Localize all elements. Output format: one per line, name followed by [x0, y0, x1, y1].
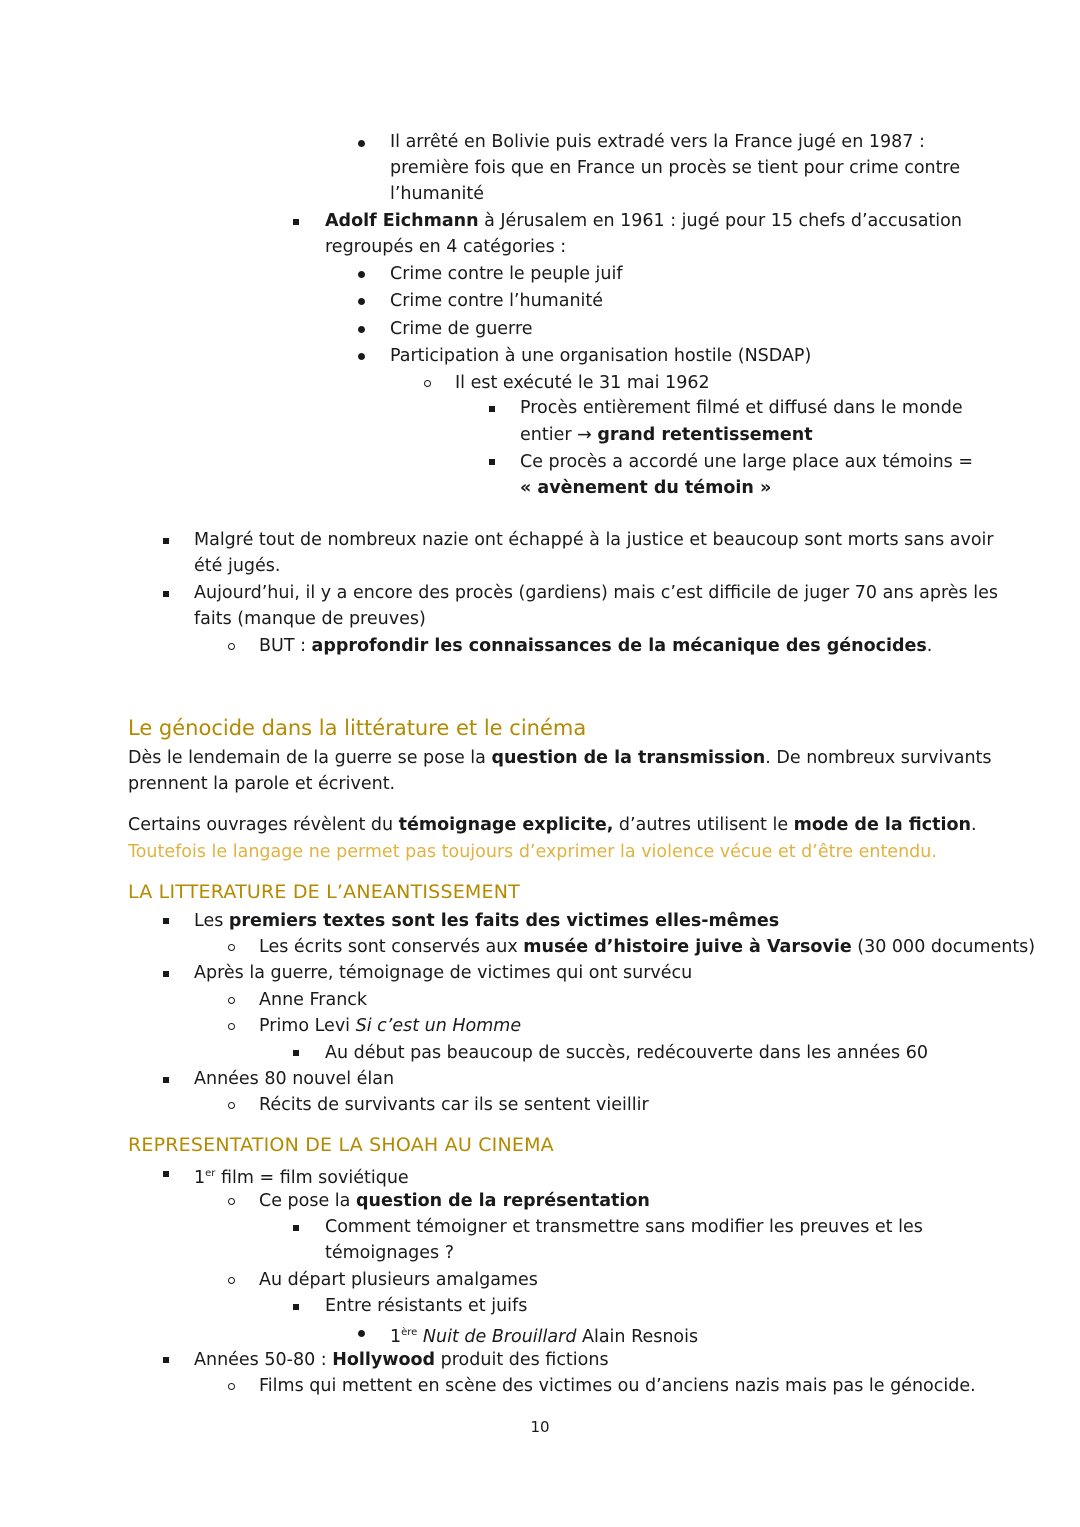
p2-mid: d’autres utilisent le: [613, 815, 794, 835]
temoin-line-1: Ce procès a accordé une large place aux témoins =: [520, 452, 974, 472]
bullet-dot: [358, 140, 365, 147]
litt-line-2: [259, 934, 1035, 960]
temoin-line-2: [520, 475, 771, 501]
bullet-circle: [228, 1277, 235, 1284]
bullet-circle: [228, 1383, 235, 1390]
bullet-square: [489, 459, 495, 465]
bullet-square: [163, 1077, 169, 1083]
bullet-circle: [424, 380, 431, 387]
eichmann-line-2: regroupés en 4 catégories :: [325, 237, 567, 257]
cine-line-3b: témoignages ?: [325, 1243, 455, 1263]
cine-line-8: Films qui mettent en scène des victimes ou d’anciens nazis mais pas le génocide.: [259, 1376, 976, 1396]
litt-1-bold: premiers textes sont les faits des victimes elles-mêmes: [228, 911, 780, 931]
p2-bold-2: mode de la fiction: [793, 815, 971, 835]
eichmann-text: à Jérusalem en 1961 : jugé pour 15 chefs d’accusation: [478, 211, 962, 231]
cine-line-5: Entre résistants et juifs: [325, 1296, 528, 1316]
litt-line-4: Anne Franck: [259, 990, 368, 1010]
category-3: Crime de guerre: [390, 319, 533, 339]
litt-2-tail: (30 000 documents): [851, 937, 1036, 957]
cine-2-bold: question de la représentation: [355, 1191, 650, 1211]
bullet-dot: [358, 271, 365, 278]
bullet-square: [163, 1357, 169, 1363]
eichmann-name: Adolf Eichmann: [325, 211, 479, 231]
but-label: BUT :: [259, 636, 312, 656]
p1-bold: question de la transmission: [491, 748, 766, 768]
proces-text: entier →: [520, 425, 598, 445]
but-bold: approfondir les connaissances de la mécanique des génocides: [311, 636, 927, 656]
litt-line-6: Au début pas beaucoup de succès, redécouverte dans les années 60: [325, 1043, 928, 1063]
page-number: 10: [530, 1418, 550, 1436]
litt-line-7: Années 80 nouvel élan: [194, 1069, 395, 1089]
barbie-line-1: Il arrêté en Bolivie puis extradé vers la France jugé en 1987 :: [390, 132, 925, 152]
paragraph-1-line-2: prennent la parole et écrivent.: [128, 774, 396, 794]
bullet-square: [489, 406, 495, 412]
proces-line-1: Procès entièrement filmé et diffusé dans le monde: [520, 398, 963, 418]
p2-end: .: [971, 815, 977, 835]
bullet-dot: [358, 326, 365, 333]
cine-6-italic: Nuit de Brouillard: [417, 1326, 577, 1347]
bullet-circle: [228, 1023, 235, 1030]
bullet-square: [163, 971, 169, 977]
paragraph-2: [128, 812, 977, 838]
bullet-dot: [358, 353, 365, 360]
cine-line-6: [390, 1320, 698, 1350]
malgre-line-1: Malgré tout de nombreux nazie ont échappé à la justice et beaucoup sont morts sans avoir: [194, 530, 994, 550]
aujourdhui-line-1: Aujourd’hui, il y a encore des procès (gardiens) mais c’est difficile de juger 70 ans après les: [194, 583, 998, 603]
cine-7-text: Années 50-80 :: [194, 1350, 333, 1370]
cine-7-tail: produit des fictions: [435, 1350, 609, 1370]
cine-line-2: [259, 1188, 650, 1214]
cine-6-text: Alain Resnois: [576, 1326, 699, 1347]
malgre-line-2: été jugés.: [194, 556, 281, 576]
litt-line-8: Récits de survivants car ils se sentent vieillir: [259, 1095, 649, 1115]
bullet-circle: [228, 1198, 235, 1205]
subsection-title-cinema: REPRESENTATION DE LA SHOAH AU CINEMA: [128, 1134, 554, 1156]
p1-tail: . De nombreux survivants: [765, 748, 992, 768]
bullet-circle: [228, 643, 235, 650]
temoin-bold: « avènement du témoin »: [520, 478, 772, 498]
bullet-circle: [228, 997, 235, 1004]
but-end: .: [926, 636, 933, 656]
proces-line-2: [520, 422, 813, 448]
bullet-dot: [358, 298, 365, 305]
cine-1-num: 1: [194, 1167, 206, 1188]
bullet-square: [163, 918, 169, 924]
litt-5-italic: Si c’est un Homme: [355, 1016, 522, 1036]
bullet-square: [293, 1225, 299, 1231]
bullet-circle: [228, 1102, 235, 1109]
litt-2-text: Les écrits sont conservés aux: [259, 937, 524, 957]
cine-line-3: Comment témoigner et transmettre sans modifier les preuves et les: [325, 1217, 923, 1237]
paragraph-1-line-1: [128, 745, 992, 771]
p2-bold-1: témoignage explicite,: [398, 815, 614, 835]
bullet-square: [163, 538, 169, 544]
bullet-square: [293, 1050, 299, 1056]
litt-5-text: Primo Levi: [259, 1016, 356, 1036]
p2-text: Certains ouvrages révèlent du: [128, 815, 399, 835]
litt-1-text: Les: [194, 911, 229, 931]
cine-1-sup: er: [205, 1168, 216, 1179]
bullet-square: [163, 1171, 169, 1177]
category-1: Crime contre le peuple juif: [390, 264, 623, 284]
litt-line-1: [194, 908, 779, 934]
cine-line-7: [194, 1347, 609, 1373]
litt-line-3: Après la guerre, témoignage de victimes qui ont survécu: [194, 963, 693, 983]
bullet-square: [163, 591, 169, 597]
cine-1-text: film = film soviétique: [215, 1167, 409, 1188]
cine-line-1: [194, 1161, 409, 1191]
subsection-title-litterature: LA LITTERATURE DE L’ANEANTISSEMENT: [128, 881, 520, 903]
litt-2-bold: musée d’histoire juive à Varsovie: [523, 937, 852, 957]
category-2: Crime contre l’humanité: [390, 291, 604, 311]
category-4: Participation à une organisation hostile (NSDAP): [390, 346, 812, 366]
bullet-square: [293, 1304, 299, 1310]
proces-bold: grand retentissement: [597, 425, 813, 445]
aujourdhui-line-2: faits (manque de preuves): [194, 609, 426, 629]
cine-6-num: 1: [390, 1326, 402, 1347]
bullet-dot: [358, 1330, 365, 1337]
p1-text: Dès le lendemain de la guerre se pose la: [128, 748, 492, 768]
execution-line: Il est exécuté le 31 mai 1962: [455, 373, 710, 393]
paragraph-3: Toutefois le langage ne permet pas toujours d’exprimer la violence vécue et d’être entendu.: [128, 842, 937, 862]
bullet-square: [293, 219, 299, 225]
but-line: [259, 633, 932, 659]
section-title: Le génocide dans la littérature et le cinéma: [128, 716, 587, 740]
cine-2-text: Ce pose la: [259, 1191, 356, 1211]
cine-line-4: Au départ plusieurs amalgames: [259, 1270, 538, 1290]
cine-7-bold: Hollywood: [332, 1350, 436, 1370]
bullet-circle: [228, 944, 235, 951]
barbie-line-3: l’humanité: [390, 184, 484, 204]
barbie-line-2: première fois que en France un procès se tient pour crime contre: [390, 158, 961, 178]
cine-6-sup: ère: [401, 1327, 418, 1338]
litt-line-5: [259, 1013, 521, 1039]
eichmann-line-1: [325, 208, 962, 234]
